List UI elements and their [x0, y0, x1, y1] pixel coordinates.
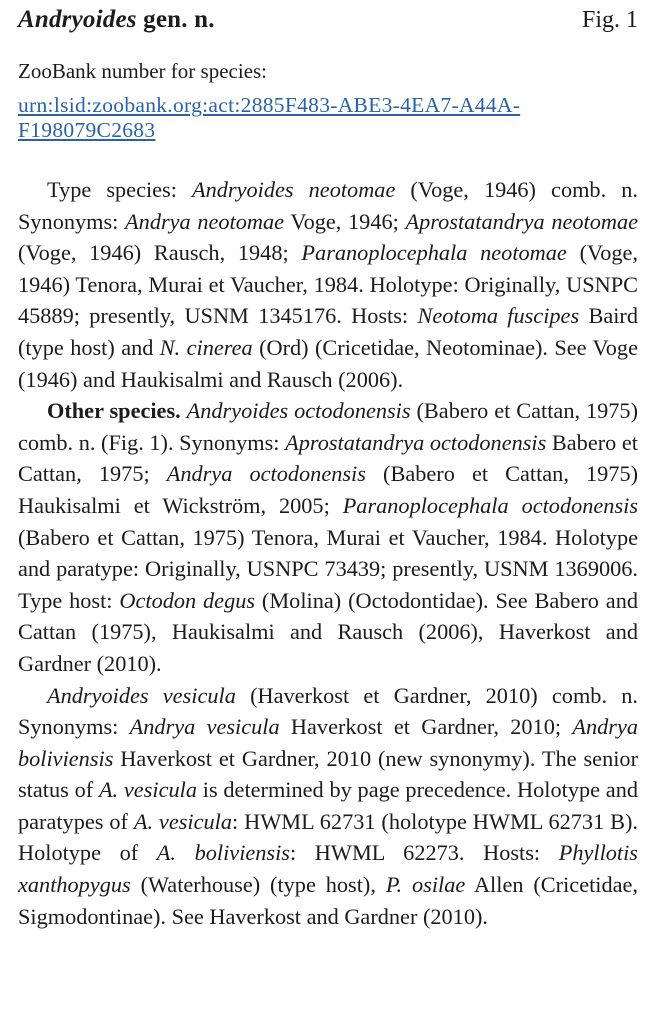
paragraph-vesicula: Andryoides vesicula (Haverkost et Gardner, 2010) comb. n. Synonyms: Andrya vesicula Haverkost et Gardner, 2010; Andrya boliviensis Haverkost et Gardner, 2010 (new synonymy). The senior status of A. vesicula is determined by page precedence. Holotype and paratypes of A. vesicula: HWML 62731 (holotype HWML 62731 B). Holotype of A. boliviensis: HWML 62273. Hosts: Phyllotis xanthopygus (Waterhouse) (type host), P. osilae Allen (Cricetidae, Sigmodontinae). See Haverkost and Gardner (2010). [18, 682, 639, 929]
figure-reference: Fig. 1 [581, 7, 638, 33]
zoobank-label: ZooBank number for species: [18, 59, 268, 83]
page-title: Andryoides gen. n. [18, 6, 215, 33]
doc-header [18, 6, 638, 34]
paragraph-type-species: Type species: Andryoides neotomae (Voge, 1946) comb. n. Synonyms: Andrya neotomae Voge, 1946; Aprostatandrya neotomae (Voge, 1946) Rausch, 1948; Paranoplocephala neotomae (Voge, 1946) Tenora, Murai et Vaucher, 1984. Holotype: Originally, USNPC 45889; presently, USNM 1345176. Hosts: Neotoma fuscipes Baird (type host) and N. cinerea (Ord) (Cricetidae, Neotominae). See Voge (1946) and Haukisalmi and Rausch (2006). [18, 177, 639, 392]
zoobank-link-line [18, 93, 638, 143]
zoobank-lsid-link[interactable]: urn:lsid:zoobank.org:act:2885F483-ABE3-4EA7-A44A-F198079C2683 [18, 93, 521, 142]
paragraph-other-species-octodonensis: Other species. Andryoides octodonensis (Babero et Cattan, 1975) comb. n. (Fig. 1). Synonyms: Aprostatandrya octodonensis Babero et Cattan, 1975; Andrya octodonensis (Babero et Cattan, 1975) Haukisalmi et Wickström, 2005; Paranoplocephala octodonensis (Babero et Cattan, 1975) Tenora, Murai et Vaucher, 1984. Holotype and paratype: Originally, USNPC 73439; presently, USNM 1369006. Type host: Octodon degus (Molina) (Octodontidae). See Babero and Cattan (1975), Haukisalmi and Rausch (2006), Haverkost and Gardner (2010). [18, 398, 639, 676]
body-text [18, 174, 638, 932]
